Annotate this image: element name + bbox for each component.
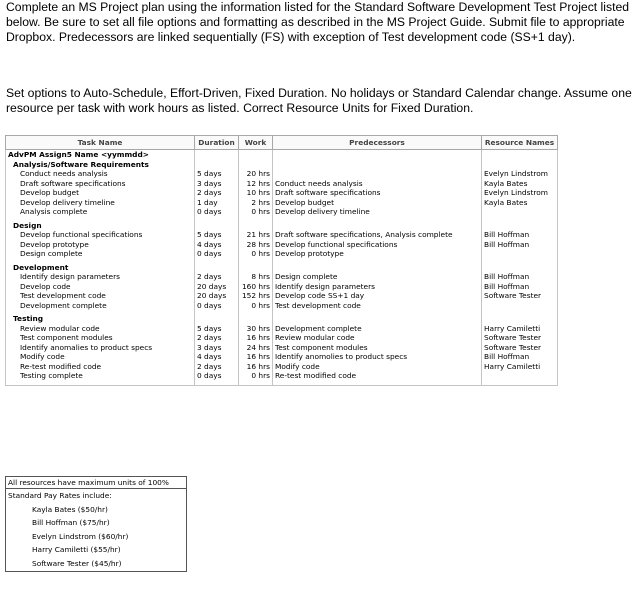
resource-cell: Evelyn Lindstrom: [482, 188, 558, 198]
duration-cell: 2 days: [195, 333, 239, 343]
resource-cell: Harry Camiletti: [482, 362, 558, 372]
summary-row: [6, 221, 558, 231]
pay-rate-item: Kayla Bates ($50/hr): [32, 504, 108, 514]
work-cell: 0 hrs: [239, 301, 273, 311]
predecessors-cell: Draft software specifications, Analysis complete: [273, 230, 482, 240]
duration-cell: [195, 314, 239, 324]
predecessors-cell: Review modular code: [273, 333, 482, 343]
project-summary-row: [6, 150, 558, 160]
duration-cell: 5 days: [195, 230, 239, 240]
task-name-cell: Develop functional specifications: [6, 230, 195, 240]
predecessors-cell: Design complete: [273, 272, 482, 282]
predecessors-cell: Draft software specifications: [273, 188, 482, 198]
instructions-paragraph-2: Set options to Auto-Schedule, Effort-Driven, Fixed Duration. No holidays or Standard Calendar change. Assume one resource per task with work hours as listed. Correct Resource Units for Fixed Duration.: [6, 86, 632, 115]
duration-cell: 0 days: [195, 249, 239, 259]
task-row: [6, 362, 558, 372]
predecessors-cell: [273, 263, 482, 273]
work-cell: 30 hrs: [239, 324, 273, 334]
summary-row: [6, 314, 558, 324]
spacer-cell: [195, 381, 239, 386]
task-row: [6, 169, 558, 179]
duration-cell: 2 days: [195, 362, 239, 372]
predecessors-cell: Identify design parameters: [273, 282, 482, 292]
header-predecessors: Predecessors: [273, 136, 482, 150]
work-cell: 16 hrs: [239, 352, 273, 362]
spacer-cell: [482, 381, 558, 386]
resource-cell: Harry Camiletti: [482, 324, 558, 334]
predecessors-cell: [273, 160, 482, 170]
task-row: [6, 282, 558, 292]
duration-cell: [195, 160, 239, 170]
task-name-cell: Development: [6, 263, 195, 273]
task-name-cell: Analysis complete: [6, 207, 195, 217]
work-cell: 24 hrs: [239, 343, 273, 353]
resource-cell: Kayla Bates: [482, 198, 558, 208]
task-name-cell: Develop budget: [6, 188, 195, 198]
header-work: Work: [239, 136, 273, 150]
task-table-body: [6, 150, 558, 386]
work-cell: 0 hrs: [239, 249, 273, 259]
resource-cell: Software Tester: [482, 333, 558, 343]
work-cell: [239, 160, 273, 170]
resource-cell: Bill Hoffman: [482, 352, 558, 362]
task-name-cell: Re-test modified code: [6, 362, 195, 372]
duration-cell: 2 days: [195, 272, 239, 282]
resource-cell: [482, 249, 558, 259]
resource-cell: Bill Hoffman: [482, 230, 558, 240]
header-task-name: Task Name: [6, 136, 195, 150]
task-name-cell: Identify anomalies to product specs: [6, 343, 195, 353]
predecessors-cell: Conduct needs analysis: [273, 179, 482, 189]
task-name-cell: AdvPM Assign5 Name <yymmdd>: [6, 150, 195, 160]
task-row: [6, 343, 558, 353]
duration-cell: 20 days: [195, 282, 239, 292]
task-table: [5, 135, 558, 386]
pay-rates-box: [5, 489, 187, 572]
work-cell: 12 hrs: [239, 179, 273, 189]
task-name-cell: Develop delivery timeline: [6, 198, 195, 208]
resource-cell: Bill Hoffman: [482, 272, 558, 282]
resource-cell: [482, 314, 558, 324]
predecessors-cell: Develop delivery timeline: [273, 207, 482, 217]
pay-rate-item: Harry Camiletti ($55/hr): [32, 545, 121, 554]
task-row: [6, 249, 558, 259]
resource-cell: [482, 150, 558, 160]
task-row: [6, 301, 558, 311]
predecessors-cell: [273, 314, 482, 324]
work-cell: 16 hrs: [239, 362, 273, 372]
resource-cell: Evelyn Lindstrom: [482, 169, 558, 179]
predecessors-cell: Develop functional specifications: [273, 240, 482, 250]
predecessors-cell: [273, 169, 482, 179]
spacer-cell: [273, 381, 482, 386]
pay-rate-item: Software Tester ($45/hr): [32, 558, 122, 568]
work-cell: 0 hrs: [239, 207, 273, 217]
task-row: [6, 333, 558, 343]
task-name-cell: Analysis/Software Requirements: [6, 160, 195, 170]
resource-cell: [482, 301, 558, 311]
work-cell: [239, 221, 273, 231]
task-name-cell: Review modular code: [6, 324, 195, 334]
task-name-cell: Modify code: [6, 352, 195, 362]
work-cell: [239, 263, 273, 273]
task-row: [6, 324, 558, 334]
table-end-spacer: [6, 381, 558, 386]
task-row: [6, 230, 558, 240]
predecessors-cell: Re-test modified code: [273, 371, 482, 381]
duration-cell: [195, 150, 239, 160]
predecessors-cell: [273, 150, 482, 160]
duration-cell: 0 days: [195, 301, 239, 311]
predecessors-cell: Modify code: [273, 362, 482, 372]
table-header-row: [6, 136, 558, 150]
task-row: [6, 291, 558, 301]
resource-cell: [482, 263, 558, 273]
work-cell: [239, 150, 273, 160]
predecessors-cell: Develop budget: [273, 198, 482, 208]
task-row: [6, 272, 558, 282]
duration-cell: 4 days: [195, 240, 239, 250]
pay-rates-heading: Standard Pay Rates include:: [8, 491, 112, 500]
task-name-cell: Conduct needs analysis: [6, 169, 195, 179]
pay-rate-item: Bill Hoffman ($75/hr): [32, 518, 110, 527]
task-name-cell: Testing: [6, 314, 195, 324]
duration-cell: 5 days: [195, 169, 239, 179]
spacer-cell: [6, 381, 195, 386]
work-cell: 10 hrs: [239, 188, 273, 198]
task-name-cell: Design: [6, 221, 195, 231]
pay-rate-item: Evelyn Lindstrom ($60/hr): [32, 531, 129, 541]
work-cell: 8 hrs: [239, 272, 273, 282]
units-note: All resources have maximum units of 100%: [5, 476, 187, 489]
task-name-cell: Develop prototype: [6, 240, 195, 250]
duration-cell: [195, 263, 239, 273]
task-name-cell: Develop code: [6, 282, 195, 292]
task-name-cell: Test component modules: [6, 333, 195, 343]
task-name-cell: Development complete: [6, 301, 195, 311]
work-cell: 2 hrs: [239, 198, 273, 208]
task-row: [6, 207, 558, 217]
duration-cell: 0 days: [195, 371, 239, 381]
duration-cell: 4 days: [195, 352, 239, 362]
task-name-cell: Design complete: [6, 249, 195, 259]
summary-row: [6, 160, 558, 170]
predecessors-cell: Test development code: [273, 301, 482, 311]
work-cell: 20 hrs: [239, 169, 273, 179]
predecessors-cell: Develop prototype: [273, 249, 482, 259]
resource-cell: [482, 371, 558, 381]
task-row: [6, 179, 558, 189]
predecessors-cell: Develop code SS+1 day: [273, 291, 482, 301]
work-cell: 28 hrs: [239, 240, 273, 250]
task-row: [6, 198, 558, 208]
duration-cell: [195, 221, 239, 231]
resource-cell: Kayla Bates: [482, 179, 558, 189]
task-name-cell: Identify design parameters: [6, 272, 195, 282]
work-cell: 21 hrs: [239, 230, 273, 240]
notes-section: [5, 476, 187, 572]
resource-cell: [482, 160, 558, 170]
spacer-cell: [239, 381, 273, 386]
task-row: [6, 240, 558, 250]
task-row: [6, 352, 558, 362]
task-name-cell: Draft software specifications: [6, 179, 195, 189]
predecessors-cell: [273, 221, 482, 231]
resource-cell: Bill Hoffman: [482, 282, 558, 292]
task-row: [6, 371, 558, 381]
work-cell: 16 hrs: [239, 333, 273, 343]
predecessors-cell: Identify anomolies to product specs: [273, 352, 482, 362]
work-cell: 160 hrs: [239, 282, 273, 292]
work-cell: [239, 314, 273, 324]
resource-cell: Software Tester: [482, 343, 558, 353]
duration-cell: 2 days: [195, 188, 239, 198]
duration-cell: 3 days: [195, 343, 239, 353]
summary-row: [6, 263, 558, 273]
duration-cell: 3 days: [195, 179, 239, 189]
duration-cell: 5 days: [195, 324, 239, 334]
work-cell: 0 hrs: [239, 371, 273, 381]
duration-cell: 20 days: [195, 291, 239, 301]
task-row: [6, 188, 558, 198]
predecessors-cell: Development complete: [273, 324, 482, 334]
resource-cell: [482, 221, 558, 231]
resource-cell: Software Tester: [482, 291, 558, 301]
task-name-cell: Test development code: [6, 291, 195, 301]
task-name-cell: Testing complete: [6, 371, 195, 381]
resource-cell: Bill Hoffman: [482, 240, 558, 250]
duration-cell: 1 day: [195, 198, 239, 208]
work-cell: 152 hrs: [239, 291, 273, 301]
resource-cell: [482, 207, 558, 217]
predecessors-cell: Test component modules: [273, 343, 482, 353]
instructions-paragraph-1: Complete an MS Project plan using the information listed for the Standard Software Development Test Project listed below. Be sure to set all file options and formatting as described in the MS Project Guide. Submit file to appropriate Dropbox. Predecessors are linked sequentially (FS) with exception of Test development code (SS+1 day).: [6, 0, 630, 44]
header-duration: Duration: [195, 136, 239, 150]
duration-cell: 0 days: [195, 207, 239, 217]
header-resource-names: Resource Names: [482, 136, 558, 150]
